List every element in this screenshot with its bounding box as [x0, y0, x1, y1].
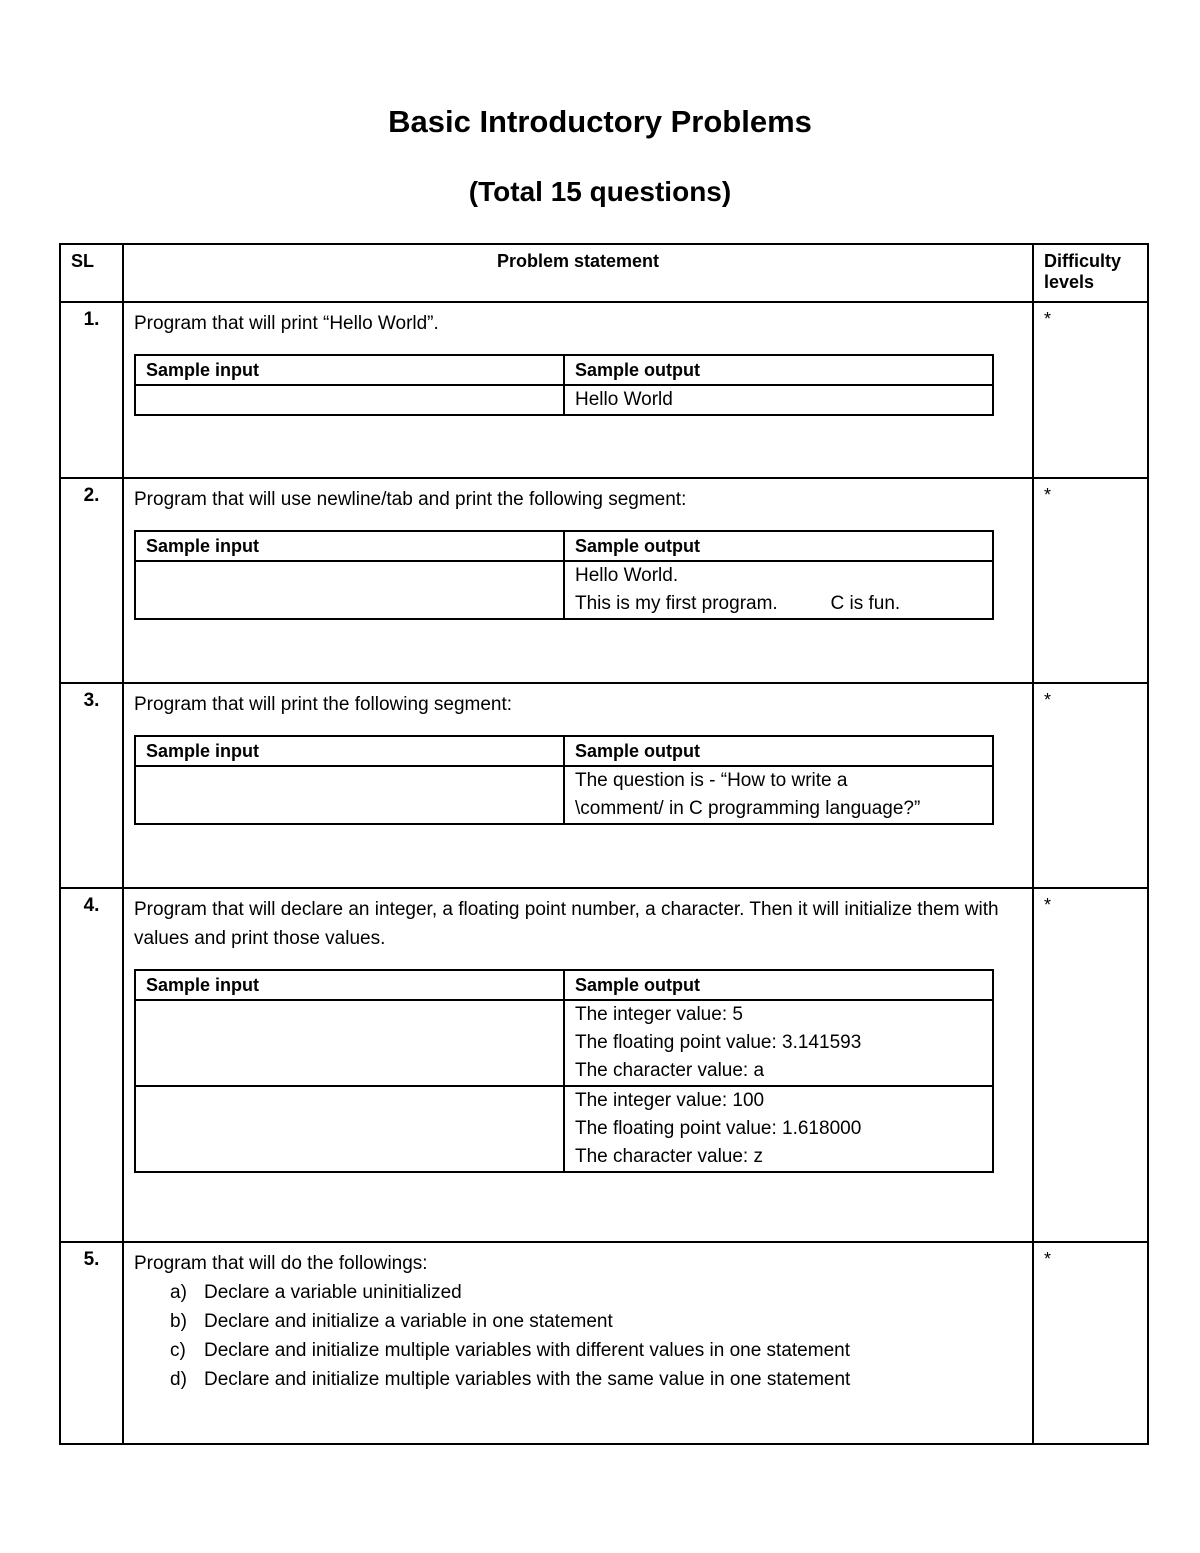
list-item	[170, 1307, 1022, 1336]
sample-input-header: Sample input	[135, 736, 564, 766]
row-problem	[123, 478, 1033, 683]
difficulty-level: *	[1033, 478, 1148, 683]
list-item	[170, 1278, 1022, 1307]
sample-input	[135, 766, 564, 824]
list-item	[170, 1336, 1022, 1365]
list-item-text: Declare a variable uninitialized	[204, 1282, 462, 1303]
sample-input	[135, 1086, 564, 1172]
list-item-text: Declare and initialize multiple variables with the same value in one statement	[204, 1369, 851, 1390]
difficulty-level: *	[1033, 888, 1148, 1242]
list-item-letter: d)	[170, 1369, 187, 1390]
sample-input	[135, 385, 564, 415]
sample-input	[135, 561, 564, 619]
sample-output: The integer value: 5 The floating point value: 3.141593 The character value: a	[564, 1000, 993, 1086]
list-item-letter: b)	[170, 1311, 187, 1332]
header-sl: SL	[60, 244, 123, 302]
problem-statement: Program that will do the followings:	[134, 1253, 428, 1274]
table-row	[60, 1242, 1148, 1444]
sample-output-header: Sample output	[564, 736, 993, 766]
sample-input-header: Sample input	[135, 970, 564, 1000]
table-row	[60, 478, 1148, 683]
subitem-list	[134, 1278, 1022, 1394]
row-sl: 4.	[60, 888, 123, 1242]
problem-statement: Program that will use newline/tab and print the following segment:	[134, 489, 687, 510]
row-problem	[123, 683, 1033, 888]
sample-output-header: Sample output	[564, 355, 993, 385]
table-row	[60, 302, 1148, 478]
row-sl: 2.	[60, 478, 123, 683]
problem-statement: Program that will declare an integer, a floating point number, a character. Then it will initialize them with values and print those values.	[134, 899, 999, 949]
list-item-text: Declare and initialize multiple variables with different values in one statement	[204, 1340, 850, 1361]
row-problem	[123, 302, 1033, 478]
table-header-row	[60, 244, 1148, 302]
difficulty-level: *	[1033, 302, 1148, 478]
row-problem	[123, 888, 1033, 1242]
sample-input-header: Sample input	[135, 355, 564, 385]
sample-output: Hello World	[564, 385, 993, 415]
row-sl: 1.	[60, 302, 123, 478]
sample-output-header: Sample output	[564, 531, 993, 561]
sample-output: The question is - “How to write a \comment/ in C programming language?”	[564, 766, 993, 824]
difficulty-level: *	[1033, 683, 1148, 888]
sample-output: Hello World. This is my first program. C is fun.	[564, 561, 993, 619]
table-row	[60, 888, 1148, 1242]
row-sl: 5.	[60, 1242, 123, 1444]
list-item	[170, 1365, 1022, 1394]
list-item-letter: c)	[170, 1340, 186, 1361]
table-row	[60, 683, 1148, 888]
page-title: Basic Introductory Problems	[388, 104, 812, 139]
header-problem-statement: Problem statement	[123, 244, 1033, 302]
sample-table	[134, 530, 994, 620]
page-subtitle: (Total 15 questions)	[468, 176, 732, 207]
header-difficulty: Difficulty levels	[1033, 244, 1148, 302]
row-problem	[123, 1242, 1033, 1444]
problems-table	[59, 243, 1149, 1445]
list-item-text: Declare and initialize a variable in one statement	[204, 1311, 613, 1332]
difficulty-level: *	[1033, 1242, 1148, 1444]
problem-statement: Program that will print the following segment:	[134, 694, 513, 715]
row-sl: 3.	[60, 683, 123, 888]
sample-input-header: Sample input	[135, 531, 564, 561]
sample-table	[134, 969, 994, 1173]
sample-table	[134, 735, 994, 825]
sample-table	[134, 354, 994, 416]
list-item-letter: a)	[170, 1282, 187, 1303]
sample-input	[135, 1000, 564, 1086]
problem-statement: Program that will print “Hello World”.	[134, 313, 439, 334]
sample-output: The integer value: 100 The floating point value: 1.618000 The character value: z	[564, 1086, 993, 1172]
sample-output-header: Sample output	[564, 970, 993, 1000]
